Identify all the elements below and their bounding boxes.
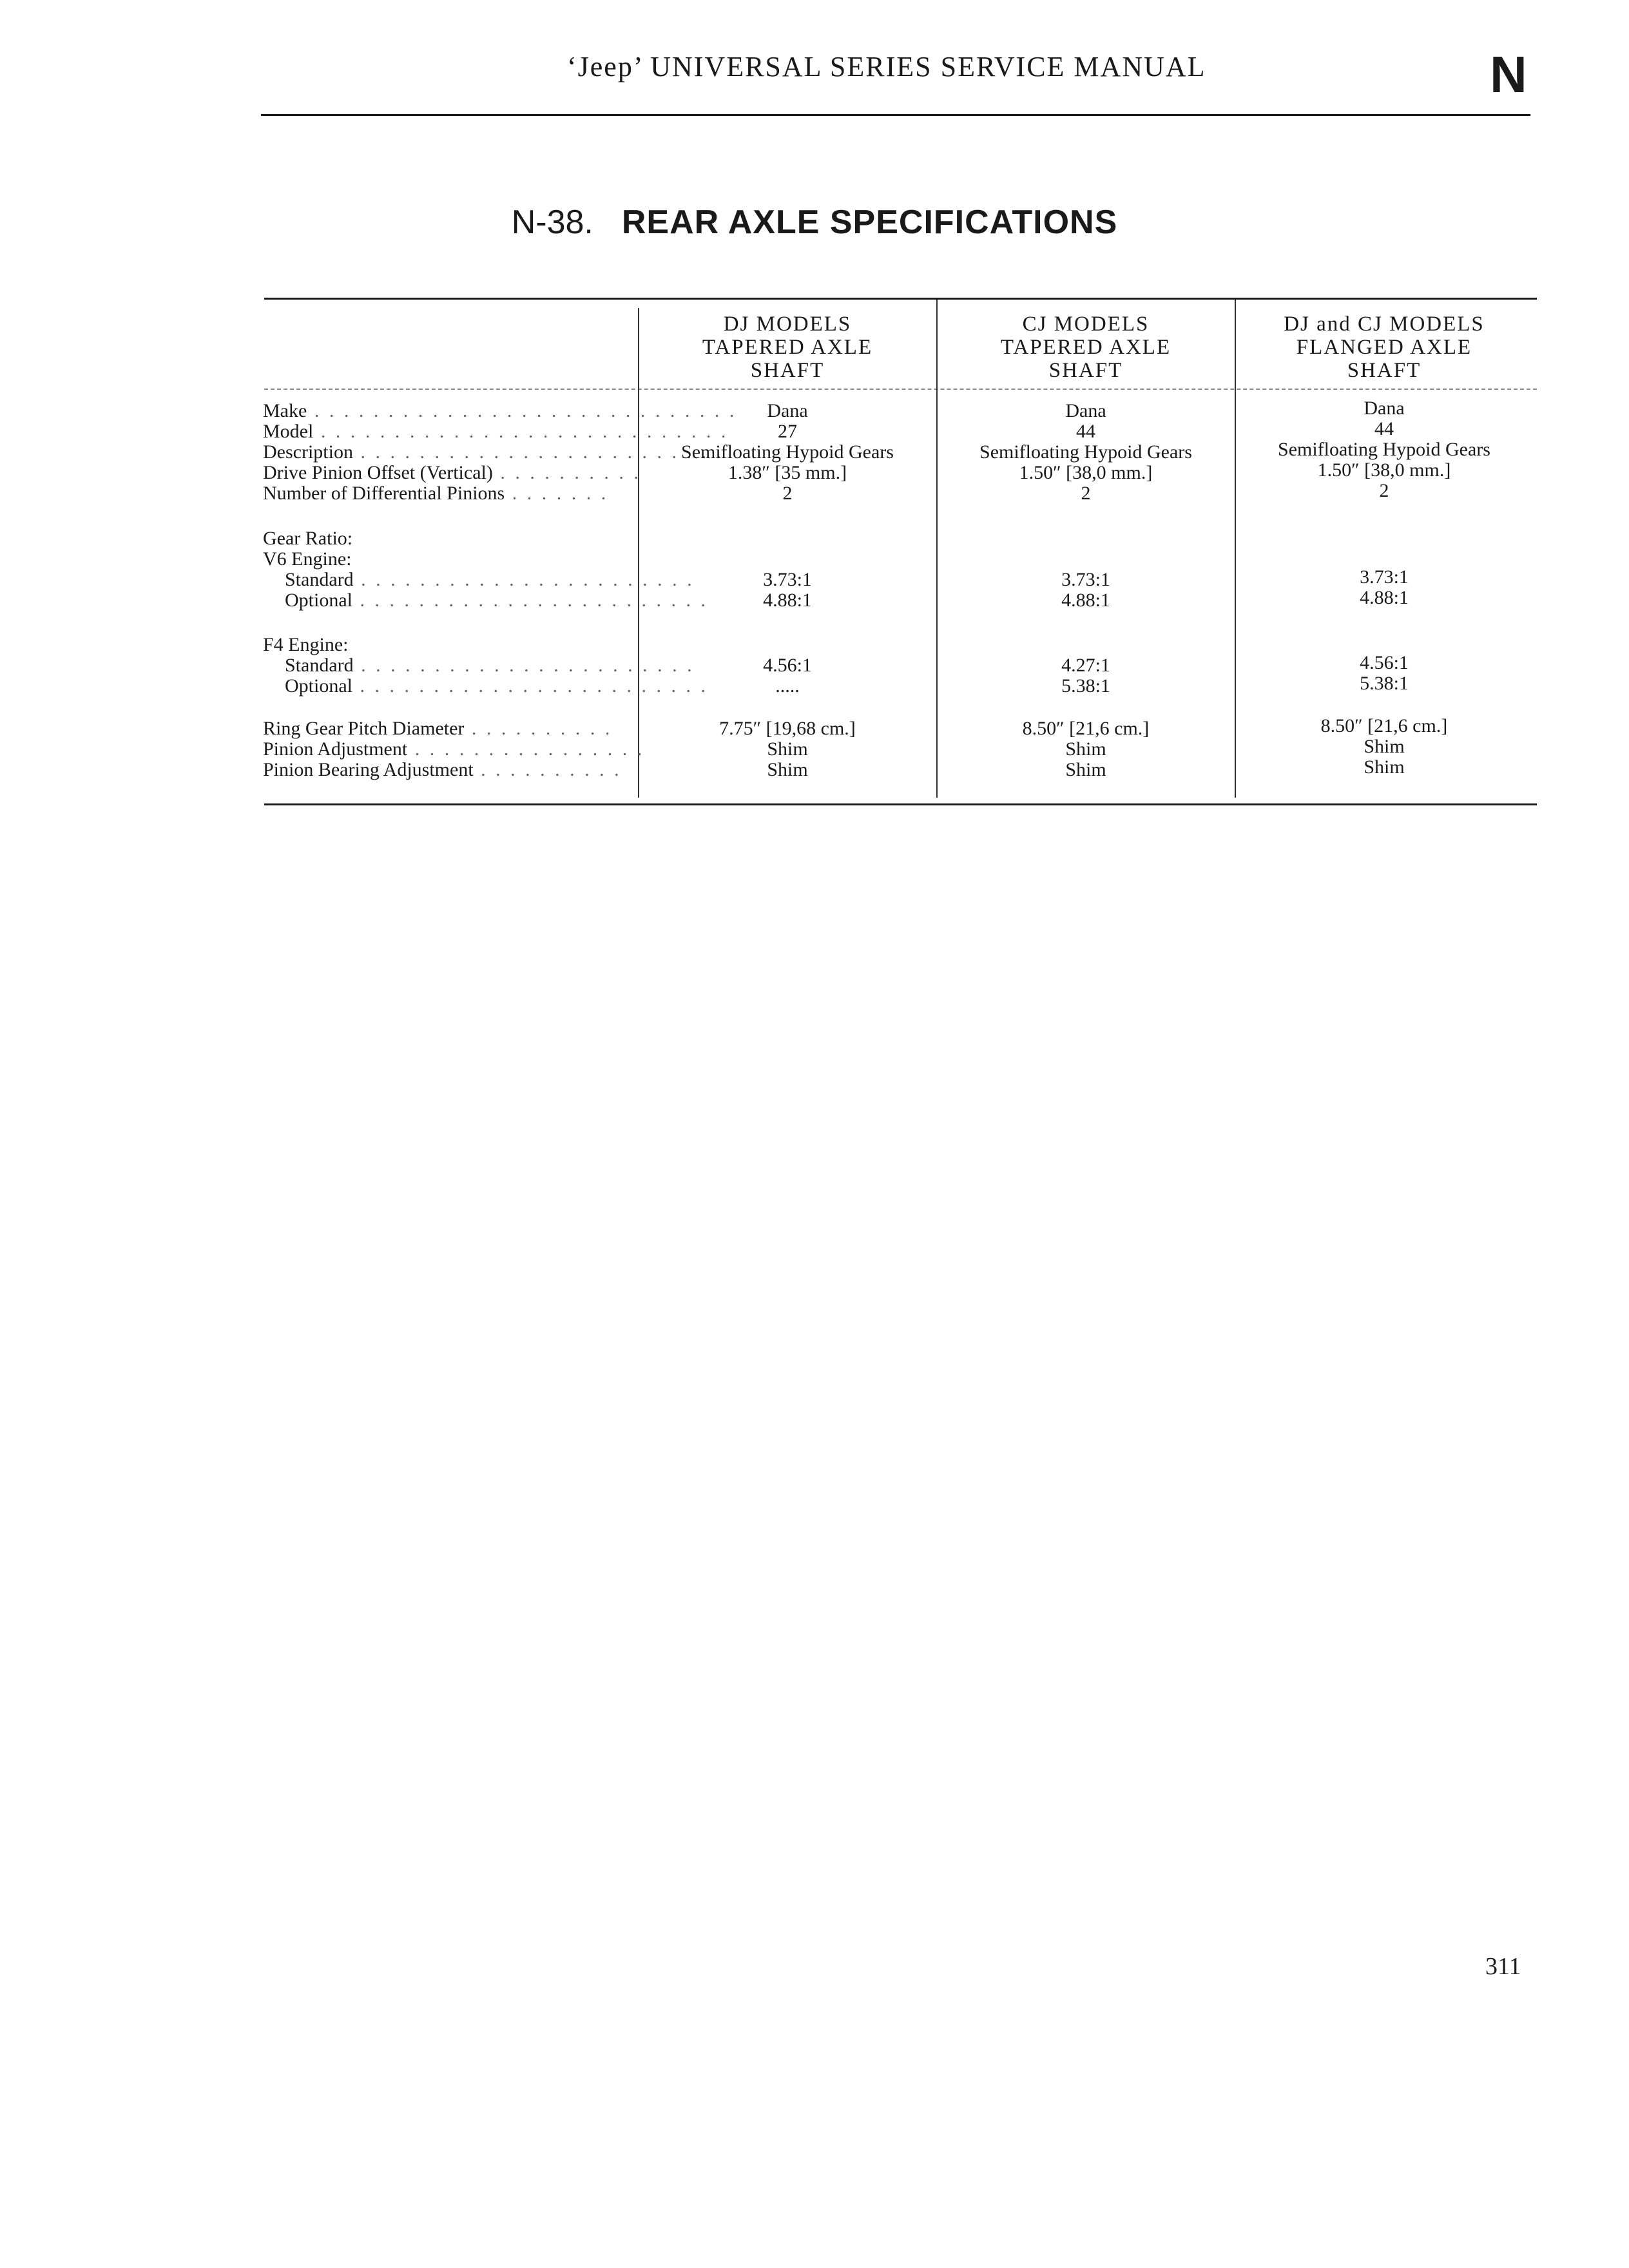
table-cell: 27: [778, 421, 797, 442]
table-cell: 5.38:1: [1061, 675, 1110, 697]
table-cell: 2: [1379, 480, 1389, 501]
header-rule: [261, 114, 1530, 116]
table-cell: Semifloating Hypoid Gears: [681, 441, 894, 463]
table-cell: Dana: [1065, 400, 1106, 421]
row-label-description: Description . . . . . . . . . . . . . . . . . . . . . . . . .: [263, 441, 724, 463]
row-label-v6-optional: Optional . . . . . . . . . . . . . . . . . . . . . . . .: [285, 590, 708, 611]
row-label-pinion-bearing-adjustment: Pinion Bearing Adjustment . . . . . . . . . .: [263, 759, 622, 780]
row-label-v6-standard: Standard . . . . . . . . . . . . . . . . . . . . . . .: [285, 569, 695, 590]
table-cell: Semifloating Hypoid Gears: [979, 441, 1192, 463]
heading-number: N-38.: [511, 204, 593, 241]
table-header-divider: [264, 389, 1537, 390]
table-cell: 1.50″ [38,0 mm.]: [1019, 462, 1153, 483]
table-cell: 3.73:1: [1360, 566, 1409, 588]
table-cell: 4.56:1: [1360, 652, 1409, 673]
table-cell: 8.50″ [21,6 cm.]: [1320, 715, 1448, 736]
table-cell: Dana: [1364, 398, 1405, 419]
table-cell: 4.88:1: [763, 590, 812, 611]
row-label-differential-pinions: Number of Differential Pinions . . . . . . .: [263, 483, 609, 504]
table-cell: Semifloating Hypoid Gears: [1278, 439, 1490, 460]
table-cell: 2: [782, 483, 793, 504]
row-label-make: Make . . . . . . . . . . . . . . . . . . . . . . . . . . . . .: [263, 400, 737, 421]
table-cell: Dana: [767, 400, 808, 421]
table-cell: Shim: [1364, 736, 1405, 757]
table-cell: 8.50″ [21,6 cm.]: [1022, 718, 1150, 739]
section-letter: N: [1490, 46, 1527, 103]
table-cell: 4.56:1: [763, 655, 812, 676]
table-cell: Shim: [767, 738, 808, 760]
row-label-f4-optional: Optional . . . . . . . . . . . . . . . . . . . . . . . .: [285, 675, 708, 697]
row-label-f4-engine: F4 Engine:: [263, 634, 349, 655]
table-cell: Shim: [1065, 759, 1106, 780]
row-label-drive-pinion-offset: Drive Pinion Offset (Vertical) . . . . . . . . . .: [263, 462, 641, 483]
table-cell: 2: [1081, 483, 1091, 504]
table-cell: 1.50″ [38,0 mm.]: [1317, 459, 1451, 481]
row-label-model: Model . . . . . . . . . . . . . . . . . . . . . . . . . . . .: [263, 421, 729, 442]
table-cell: 44: [1374, 418, 1394, 439]
table-cell: .....: [775, 675, 800, 697]
page-number: 311: [1485, 1953, 1521, 1980]
table-cell: Shim: [767, 759, 808, 780]
table-cell: 4.27:1: [1061, 655, 1110, 676]
page-heading: [0, 203, 1629, 242]
column-header-dj-tapered: DJ MODELS TAPERED AXLE SHAFT: [702, 312, 873, 382]
table-top-rule: [264, 298, 1537, 300]
running-title: ‘Jeep’ UNIVERSAL SERIES SERVICE MANUAL: [567, 51, 1206, 82]
heading-title: REAR AXLE SPECIFICATIONS: [621, 204, 1118, 241]
column-header-dj-cj-flanged: DJ and CJ MODELS FLANGED AXLE SHAFT: [1284, 312, 1485, 382]
column-header-cj-tapered: CJ MODELS TAPERED AXLE SHAFT: [1000, 312, 1171, 382]
row-label-v6-engine: V6 Engine:: [263, 548, 352, 570]
row-label-pinion-adjustment: Pinion Adjustment . . . . . . . . . . . . . . . .: [263, 738, 645, 760]
table-cell: Shim: [1364, 756, 1405, 778]
table-cell: 44: [1076, 421, 1095, 442]
table-cell: 3.73:1: [1061, 569, 1110, 590]
table-cell: Shim: [1065, 738, 1106, 760]
table-cell: 4.88:1: [1360, 587, 1409, 608]
row-label-ring-gear-pitch: Ring Gear Pitch Diameter . . . . . . . . . .: [263, 718, 613, 739]
table-cell: 4.88:1: [1061, 590, 1110, 611]
row-label-gear-ratio: Gear Ratio:: [263, 528, 353, 549]
table-bottom-rule: [264, 803, 1537, 805]
table-cell: 3.73:1: [763, 569, 812, 590]
table-cell: 5.38:1: [1360, 673, 1409, 694]
row-label-f4-standard: Standard . . . . . . . . . . . . . . . . . . . . . . .: [285, 655, 695, 676]
table-cell: 1.38″ [35 mm.]: [728, 462, 847, 483]
table-cell: 7.75″ [19,68 cm.]: [719, 718, 856, 739]
